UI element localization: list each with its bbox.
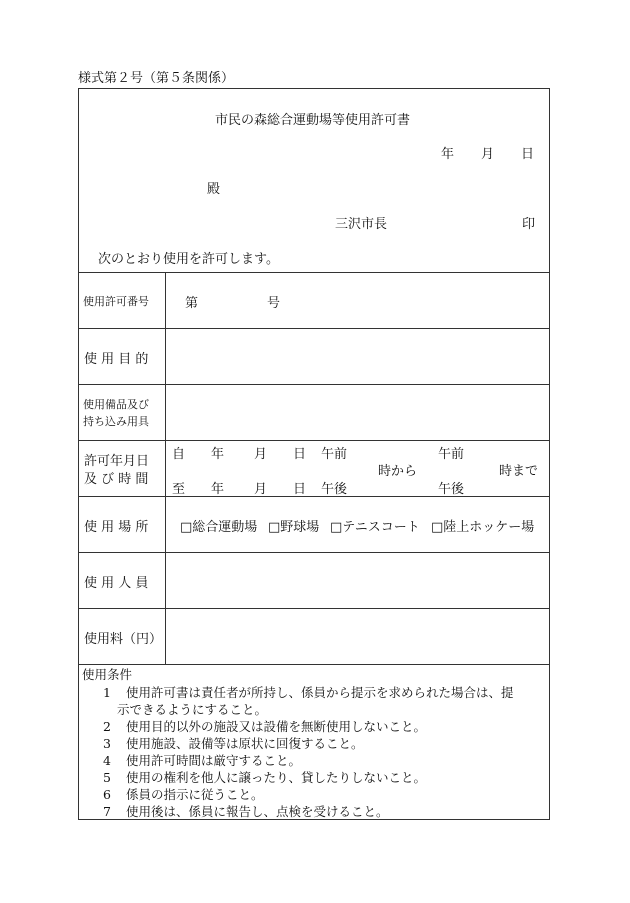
period-from-hour: 時から [378,464,418,479]
period-to-ampm-am: 午前 [438,447,465,462]
permit-number-prefix: 第 [185,296,199,311]
period-from-day: 日 [293,447,307,462]
condition-number: 7 [103,804,111,819]
equipment-label-line1: 使用備品及び [83,398,149,411]
condition-number: 4 [103,753,111,768]
date-month: 月 [481,147,495,162]
period-to-ampm: 午後 [321,482,348,497]
period-to-hour: 時まで [499,464,539,479]
purpose-label: 使 用 目 的 [84,352,149,367]
condition-number: 3 [103,736,111,751]
label-column-divider [165,272,166,664]
period-from-ampm: 午前 [321,447,348,462]
fee-label: 使用料（円） [84,632,163,647]
row-divider [79,552,549,553]
condition-text: 係員の指示に従うこと。 [126,787,264,802]
period-to-ampm-pm: 午後 [438,482,465,497]
conditions-heading: 使用条件 [82,667,133,682]
condition-number: 6 [103,787,111,802]
condition-text: 使用許可書は責任者が所持し、係員から提示を求められた場合は、提 [126,685,514,700]
place-label: 使 用 場 所 [84,520,149,535]
issuer-name: 三沢市長 [335,217,388,232]
permit-form [78,88,550,820]
condition-text: 使用目的以外の施設又は設備を無断使用しないこと。 [126,719,427,734]
row-divider [79,664,549,665]
period-to-day: 日 [293,482,307,497]
equipment-label-line2: 持ち込み用具 [83,415,149,428]
period-label-line1: 許可年月日 [84,454,150,469]
row-divider [79,384,549,385]
condition-number: 1 [103,685,111,700]
period-to-year: 年 [211,482,225,497]
permit-number-suffix: 号 [267,296,281,311]
row-divider [79,496,549,497]
condition-number: 5 [103,770,111,785]
row-divider [79,328,549,329]
condition-text: 使用後は、係員に報告し、点検を受けること。 [126,804,389,819]
period-to-month: 月 [254,482,268,497]
condition-text: 使用の権利を他人に譲ったり、貸したりしないこと。 [126,770,427,785]
condition-text: 使用許可時間は厳守すること。 [126,753,302,768]
condition-number: 2 [103,719,111,734]
intro-text: 次のとおり使用を許可します。 [98,252,279,267]
period-from-month: 月 [254,447,268,462]
place-option-hockey[interactable]: □陸上ホッケー場 [431,520,535,535]
addressee-suffix: 殿 [207,182,221,197]
row-divider [79,272,549,273]
place-option-general[interactable]: □総合運動場 [180,520,258,535]
form-number-label: 様式第２号（第５条関係） [78,71,235,86]
period-to-mark: 至 [172,482,186,497]
persons-label: 使 用 人 員 [84,576,149,591]
seal-mark: 印 [522,217,536,232]
date-year: 年 [441,147,455,162]
condition-text-cont: 示できるようにすること。 [117,702,268,717]
row-divider [79,608,549,609]
permit-number-label: 使用許可番号 [83,295,149,308]
condition-text: 使用施設、設備等は原状に回復すること。 [126,736,364,751]
document-title: 市民の森総合運動場等使用許可書 [215,113,411,128]
period-from-mark: 自 [172,447,186,462]
place-option-tennis[interactable]: □テニスコート [330,520,420,535]
period-label-line2: 及 び 時 間 [84,472,149,487]
period-from-year: 年 [211,447,225,462]
place-option-baseball[interactable]: □野球場 [268,520,320,535]
date-day: 日 [521,147,535,162]
row-divider [79,440,549,441]
